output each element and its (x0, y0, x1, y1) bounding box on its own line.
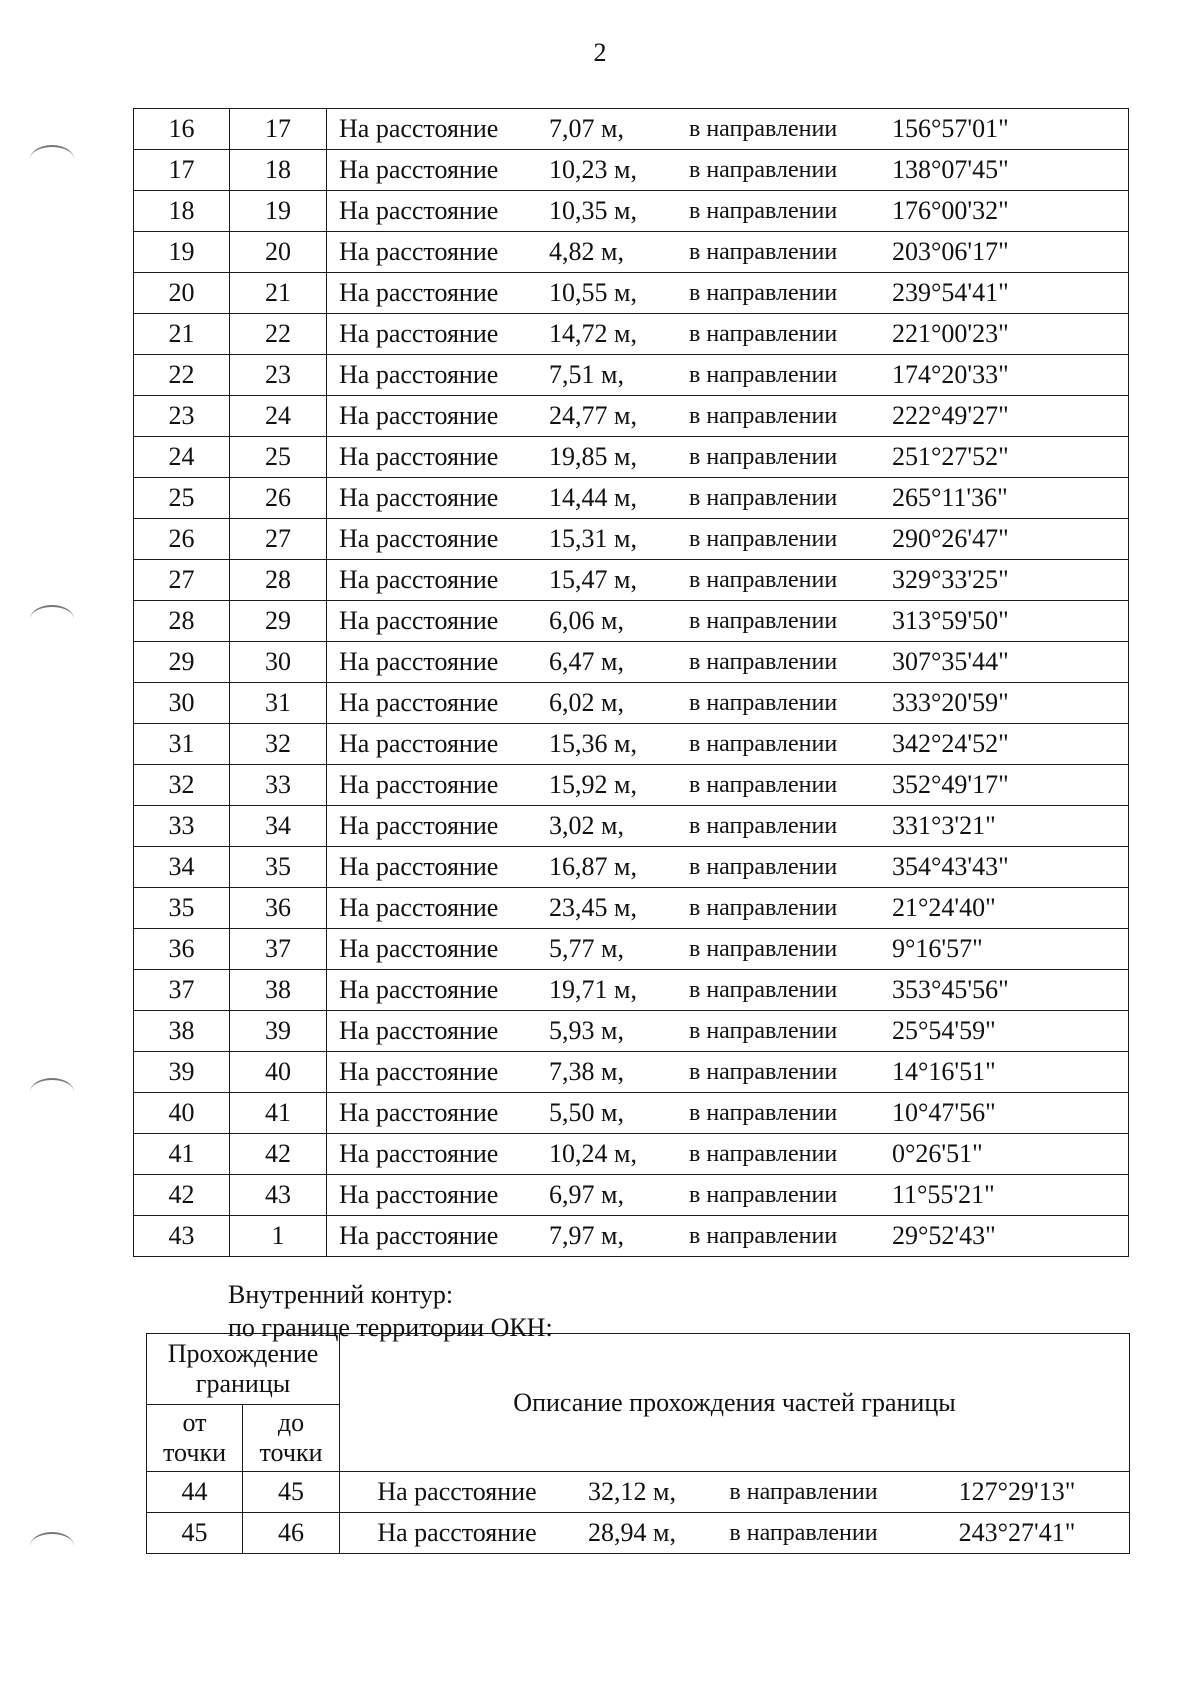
segment-row (134, 888, 1129, 929)
passage-header-line: Прохождение (167, 1339, 319, 1368)
description-line (340, 1477, 1129, 1507)
description-line (327, 1180, 1128, 1210)
distance-label: На расстояние (339, 688, 499, 717)
description-line (327, 1221, 1128, 1251)
segment-row (134, 765, 1129, 806)
description-line (327, 196, 1128, 226)
distance-value: 28,94 м, (588, 1518, 676, 1547)
to-point-cell: 33 (230, 765, 327, 806)
description-line (340, 1518, 1129, 1548)
direction-label: в направлении (689, 238, 838, 265)
segment-row (134, 232, 1129, 273)
direction-label: в направлении (689, 443, 838, 470)
from-point-cell: 42 (134, 1175, 230, 1216)
description-cell (327, 765, 1129, 806)
to-point-header (243, 1405, 340, 1472)
description-cell (327, 1011, 1129, 1052)
description-line (327, 401, 1128, 431)
to-point-cell: 41 (230, 1093, 327, 1134)
to-point-cell: 35 (230, 847, 327, 888)
description-cell (327, 601, 1129, 642)
distance-value: 10,35 м, (549, 196, 637, 225)
direction-angle: 127°29'13" (958, 1477, 1076, 1506)
punch-hole-mark (30, 605, 74, 633)
distance-label: На расстояние (339, 1016, 499, 1045)
description-cell (327, 806, 1129, 847)
from-point-cell: 45 (147, 1513, 243, 1554)
direction-label: в направлении (689, 607, 838, 634)
distance-value: 6,97 м, (549, 1180, 624, 1209)
distance-label: На расстояние (339, 1180, 499, 1209)
from-point-cell: 22 (134, 355, 230, 396)
distance-label: На расстояние (339, 852, 499, 881)
distance-label: На расстояние (339, 1057, 499, 1086)
description-cell (327, 314, 1129, 355)
distance-value: 7,51 м, (549, 360, 624, 389)
direction-label: в направлении (689, 853, 838, 880)
from-point-cell: 27 (134, 560, 230, 601)
distance-label: На расстояние (377, 1518, 537, 1547)
segment-row (134, 396, 1129, 437)
distance-label: На расстояние (339, 1221, 499, 1250)
direction-label: в направлении (689, 1181, 838, 1208)
to-point-cell: 28 (230, 560, 327, 601)
description-cell (327, 1052, 1129, 1093)
description-cell (327, 929, 1129, 970)
distance-value: 19,71 м, (549, 975, 637, 1004)
direction-angle: 25°54'59" (892, 1016, 996, 1045)
boundary-segments-table (133, 108, 1129, 1257)
description-line (327, 278, 1128, 308)
segment-row (134, 478, 1129, 519)
from-point-cell: 28 (134, 601, 230, 642)
direction-label: в направлении (689, 115, 838, 142)
distance-value: 6,47 м, (549, 647, 624, 676)
description-line (327, 114, 1128, 144)
description-cell (327, 1134, 1129, 1175)
direction-label: в направлении (689, 976, 838, 1003)
segment-row (134, 1134, 1129, 1175)
from-point-cell: 41 (134, 1134, 230, 1175)
description-line (327, 442, 1128, 472)
segment-row (134, 191, 1129, 232)
direction-angle: 307°35'44" (892, 647, 1009, 676)
from-point-cell: 35 (134, 888, 230, 929)
distance-label: На расстояние (339, 893, 499, 922)
direction-angle: 138°07'45" (892, 155, 1009, 184)
description-line (327, 483, 1128, 513)
to-point-cell: 30 (230, 642, 327, 683)
description-cell (327, 888, 1129, 929)
to-point-cell: 17 (230, 109, 327, 150)
segment-row (134, 314, 1129, 355)
from-point-cell: 29 (134, 642, 230, 683)
distance-label: На расстояние (339, 934, 499, 963)
direction-angle: 14°16'51" (892, 1057, 996, 1086)
to-point-cell: 43 (230, 1175, 327, 1216)
segment-row (134, 109, 1129, 150)
distance-value: 14,44 м, (549, 483, 637, 512)
from-point-cell: 34 (134, 847, 230, 888)
direction-label: в направлении (689, 812, 838, 839)
segment-row (134, 1052, 1129, 1093)
description-line (327, 770, 1128, 800)
distance-value: 10,23 м, (549, 155, 637, 184)
direction-label: в направлении (689, 484, 838, 511)
distance-value: 23,45 м, (549, 893, 637, 922)
description-line (327, 688, 1128, 718)
from-point-cell: 16 (134, 109, 230, 150)
distance-label: На расстояние (339, 729, 499, 758)
direction-angle: 203°06'17" (892, 237, 1009, 266)
to-point-cell: 37 (230, 929, 327, 970)
direction-angle: 354°43'43" (892, 852, 1009, 881)
description-cell (327, 396, 1129, 437)
to-point-cell: 31 (230, 683, 327, 724)
distance-value: 5,50 м, (549, 1098, 624, 1127)
distance-label: На расстояние (339, 770, 499, 799)
distance-label: На расстояние (339, 114, 499, 143)
direction-label: в направлении (689, 648, 838, 675)
distance-label: На расстояние (339, 483, 499, 512)
from-point-cell: 25 (134, 478, 230, 519)
description-header: Описание прохождения частей границы (340, 1334, 1130, 1472)
passage-header-line: границы (195, 1369, 291, 1398)
direction-label: в направлении (689, 525, 838, 552)
from-point-cell: 37 (134, 970, 230, 1011)
direction-label: в направлении (689, 1058, 838, 1085)
segment-row (134, 273, 1129, 314)
direction-angle: 313°59'50" (892, 606, 1009, 635)
description-cell (327, 273, 1129, 314)
description-line (327, 975, 1128, 1005)
direction-angle: 353°45'56" (892, 975, 1009, 1004)
from-point-cell: 24 (134, 437, 230, 478)
distance-label: На расстояние (339, 1139, 499, 1168)
direction-label: в направлении (689, 156, 838, 183)
from-point-cell: 44 (147, 1472, 243, 1513)
direction-label: в направлении (689, 361, 838, 388)
description-line (327, 360, 1128, 390)
from-point-cell: 23 (134, 396, 230, 437)
distance-label: На расстояние (339, 647, 499, 676)
direction-angle: 174°20'33" (892, 360, 1009, 389)
to-point-cell: 42 (230, 1134, 327, 1175)
distance-label: На расстояние (339, 975, 499, 1004)
description-line (327, 647, 1128, 677)
to-point-cell: 19 (230, 191, 327, 232)
description-line (327, 729, 1128, 759)
distance-label: На расстояние (339, 524, 499, 553)
to-point-cell: 18 (230, 150, 327, 191)
description-line (327, 1016, 1128, 1046)
segment-row (134, 724, 1129, 765)
okn-segment-row (147, 1513, 1130, 1554)
to-point-cell: 40 (230, 1052, 327, 1093)
distance-value: 15,31 м, (549, 524, 637, 553)
segment-row (134, 970, 1129, 1011)
okn-segment-row (147, 1472, 1130, 1513)
description-line (327, 237, 1128, 267)
direction-label: в направлении (689, 320, 838, 347)
direction-angle: 29°52'43" (892, 1221, 996, 1250)
description-cell (327, 847, 1129, 888)
to-point-cell: 46 (243, 1513, 340, 1554)
to-point-cell: 23 (230, 355, 327, 396)
to-point-cell: 22 (230, 314, 327, 355)
direction-angle: 243°27'41" (958, 1518, 1076, 1547)
page-number: 2 (593, 38, 607, 67)
description-cell (327, 191, 1129, 232)
segment-row (134, 683, 1129, 724)
distance-value: 10,24 м, (549, 1139, 637, 1168)
segment-row (134, 642, 1129, 683)
distance-label: На расстояние (339, 565, 499, 594)
distance-label: На расстояние (339, 1098, 499, 1127)
from-point-cell: 39 (134, 1052, 230, 1093)
okn-boundary-table (146, 1333, 1130, 1554)
direction-label: в направлении (729, 1478, 878, 1505)
distance-label: На расстояние (339, 319, 499, 348)
description-cell (340, 1513, 1130, 1554)
description-cell (327, 355, 1129, 396)
direction-label: в направлении (689, 894, 838, 921)
description-cell (327, 109, 1129, 150)
distance-value: 7,38 м, (549, 1057, 624, 1086)
distance-value: 32,12 м, (588, 1477, 676, 1506)
segment-row (134, 1216, 1129, 1257)
distance-value: 3,02 м, (549, 811, 624, 840)
description-cell (327, 519, 1129, 560)
punch-hole-mark (30, 145, 74, 173)
direction-angle: 222°49'27" (892, 401, 1009, 430)
to-point-cell: 25 (230, 437, 327, 478)
to-point-cell: 20 (230, 232, 327, 273)
description-line (327, 606, 1128, 636)
from-point-cell: 38 (134, 1011, 230, 1052)
direction-label: в направлении (689, 689, 838, 716)
from-header-line: точки (163, 1438, 226, 1467)
from-point-cell: 40 (134, 1093, 230, 1134)
description-line (327, 1139, 1128, 1169)
to-point-cell: 34 (230, 806, 327, 847)
description-line (327, 811, 1128, 841)
distance-label: На расстояние (339, 606, 499, 635)
to-point-cell: 45 (243, 1472, 340, 1513)
from-point-cell: 19 (134, 232, 230, 273)
distance-label: На расстояние (339, 196, 499, 225)
to-point-cell: 36 (230, 888, 327, 929)
description-cell (327, 437, 1129, 478)
segment-row (134, 806, 1129, 847)
distance-label: На расстояние (339, 155, 499, 184)
description-line (327, 565, 1128, 595)
okn-boundary-body (147, 1334, 1130, 1554)
distance-value: 24,77 м, (549, 401, 637, 430)
direction-label: в направлении (689, 1017, 838, 1044)
direction-angle: 11°55'21" (892, 1180, 995, 1209)
segment-row (134, 601, 1129, 642)
segment-row (134, 355, 1129, 396)
segment-row (134, 150, 1129, 191)
from-point-cell: 31 (134, 724, 230, 765)
direction-label: в направлении (689, 279, 838, 306)
distance-value: 6,06 м, (549, 606, 624, 635)
from-point-cell: 26 (134, 519, 230, 560)
distance-value: 15,47 м, (549, 565, 637, 594)
direction-angle: 329°33'25" (892, 565, 1009, 594)
from-point-cell: 33 (134, 806, 230, 847)
to-point-cell: 1 (230, 1216, 327, 1257)
segment-row (134, 1011, 1129, 1052)
distance-value: 4,82 м, (549, 237, 624, 266)
boundary-segments-body (134, 109, 1129, 1257)
from-point-cell: 43 (134, 1216, 230, 1257)
segment-row (134, 560, 1129, 601)
segment-row (134, 1093, 1129, 1134)
to-point-cell: 26 (230, 478, 327, 519)
description-cell (327, 970, 1129, 1011)
to-header-line: до (277, 1408, 305, 1437)
distance-value: 7,07 м, (549, 114, 624, 143)
description-cell (327, 1216, 1129, 1257)
distance-label: На расстояние (339, 442, 499, 471)
description-cell (327, 1175, 1129, 1216)
distance-value: 19,85 м, (549, 442, 637, 471)
direction-label: в направлении (689, 197, 838, 224)
to-header-line: точки (259, 1438, 323, 1467)
direction-label: в направлении (689, 935, 838, 962)
direction-label: в направлении (689, 771, 838, 798)
direction-label: в направлении (689, 1140, 838, 1167)
direction-angle: 290°26'47" (892, 524, 1009, 553)
direction-label: в направлении (689, 730, 838, 757)
to-point-cell: 38 (230, 970, 327, 1011)
from-header-line: от (182, 1408, 207, 1437)
distance-label: На расстояние (339, 360, 499, 389)
description-line (327, 934, 1128, 964)
description-cell (340, 1472, 1130, 1513)
passage-header-cell (147, 1334, 340, 1405)
punch-hole-mark (30, 1532, 74, 1560)
direction-label: в направлении (689, 1222, 838, 1249)
punch-hole-mark (30, 1078, 74, 1106)
distance-value: 10,55 м, (549, 278, 637, 307)
distance-value: 5,93 м, (549, 1016, 624, 1045)
to-point-cell: 24 (230, 396, 327, 437)
direction-angle: 221°00'23" (892, 319, 1009, 348)
description-cell (327, 642, 1129, 683)
description-cell (327, 724, 1129, 765)
distance-label: На расстояние (339, 811, 499, 840)
distance-label: На расстояние (339, 401, 499, 430)
direction-angle: 265°11'36" (892, 483, 1008, 512)
from-point-cell: 30 (134, 683, 230, 724)
description-cell (327, 150, 1129, 191)
description-line (327, 155, 1128, 185)
direction-label: в направлении (729, 1519, 878, 1546)
direction-angle: 9°16'57" (892, 934, 983, 963)
direction-angle: 251°27'52" (892, 442, 1009, 471)
segment-row (134, 929, 1129, 970)
from-point-cell: 17 (134, 150, 230, 191)
distance-value: 15,92 м, (549, 770, 637, 799)
distance-label: На расстояние (339, 278, 499, 307)
description-cell (327, 1093, 1129, 1134)
description-line (327, 1098, 1128, 1128)
direction-label: в направлении (689, 566, 838, 593)
from-point-cell: 20 (134, 273, 230, 314)
segment-row (134, 847, 1129, 888)
from-point-cell: 21 (134, 314, 230, 355)
to-point-cell: 32 (230, 724, 327, 765)
inner-contour-subtitle: по границе территории ОКН: (228, 1313, 553, 1342)
description-cell (327, 478, 1129, 519)
direction-angle: 342°24'52" (892, 729, 1009, 758)
description-line (327, 1057, 1128, 1087)
direction-angle: 239°54'41" (892, 278, 1009, 307)
direction-angle: 21°24'40" (892, 893, 996, 922)
from-point-header (147, 1405, 243, 1472)
to-point-cell: 39 (230, 1011, 327, 1052)
description-line (327, 319, 1128, 349)
direction-angle: 176°00'32" (892, 196, 1009, 225)
direction-angle: 156°57'01" (892, 114, 1009, 143)
direction-angle: 333°20'59" (892, 688, 1009, 717)
direction-label: в направлении (689, 1099, 838, 1126)
distance-value: 15,36 м, (549, 729, 637, 758)
distance-value: 6,02 м, (549, 688, 624, 717)
distance-label: На расстояние (377, 1477, 537, 1506)
distance-label: На расстояние (339, 237, 499, 266)
distance-value: 5,77 м, (549, 934, 624, 963)
description-cell (327, 560, 1129, 601)
from-point-cell: 36 (134, 929, 230, 970)
direction-label: в направлении (689, 402, 838, 429)
description-line (327, 893, 1128, 923)
direction-angle: 331°3'21" (892, 811, 996, 840)
direction-angle: 0°26'51" (892, 1139, 983, 1168)
segment-row (134, 519, 1129, 560)
from-point-cell: 18 (134, 191, 230, 232)
segment-row (134, 437, 1129, 478)
to-point-cell: 29 (230, 601, 327, 642)
to-point-cell: 21 (230, 273, 327, 314)
description-cell (327, 683, 1129, 724)
okn-header-row (147, 1334, 1130, 1405)
from-point-cell: 32 (134, 765, 230, 806)
direction-angle: 10°47'56" (892, 1098, 996, 1127)
distance-value: 14,72 м, (549, 319, 637, 348)
distance-value: 16,87 м, (549, 852, 637, 881)
inner-contour-title: Внутренний контур: (228, 1280, 454, 1309)
description-cell (327, 232, 1129, 273)
segment-row (134, 1175, 1129, 1216)
to-point-cell: 27 (230, 519, 327, 560)
description-line (327, 852, 1128, 882)
description-line (327, 524, 1128, 554)
distance-value: 7,97 м, (549, 1221, 624, 1250)
direction-angle: 352°49'17" (892, 770, 1009, 799)
